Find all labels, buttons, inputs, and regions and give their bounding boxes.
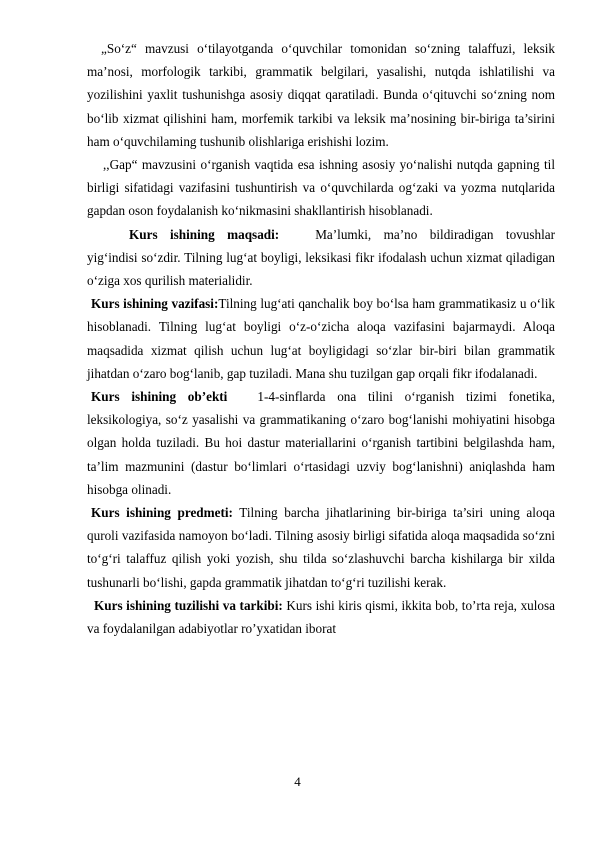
section-heading-subject: Kurs ishining predmeti: xyxy=(91,505,233,521)
paragraph-text: ,,Gap“ mavzusini o‘rganish vaqtida esa ishning asosiy yo‘nalishi nutqda gapning til birligi sifatidagi vazifasini tushuntirish va o‘quvchilarda og‘zaki va yozma nutqlarida gapdan oson foydalanish ko‘nikmasini shakllantirish hisoblanadi. xyxy=(87,157,555,219)
paragraph-subject xyxy=(87,501,555,594)
paragraph-text: Kurs ishi kiris qismi, ikkita bob, to’rta reja, xulosa va foydalanilgan adabiyotlar ro’yxatidan iborat xyxy=(87,597,556,637)
section-heading-purpose: Kurs ishining maqsadi: xyxy=(129,226,280,242)
document-page xyxy=(87,37,555,640)
paragraph-text: „So‘z“ mavzusi o‘tilayotganda o‘quvchilar tomonidan so‘zning talaffuzi, leksik ma’nosi, morfologik tarkibi, grammatik belgilari, yasalishi, nutqda ishlatilishi va yozilishini yaxlit tushunishga asosiy diqqat qaratiladi. Bunda o‘qituvchi so‘zning nom bo‘lib xizmat qilishini ham, morfemik tarkibi va leksik ma’nosining bir-biriga ta’sirini ham o‘quvchilaming tushunib olishlariga erishishi lozim. xyxy=(87,41,555,149)
paragraph-text: Ma’lumki, ma’no bildiradigan tovushlar yig‘indisi so‘zdir. Tilning lug‘at boyligi, leksikasi fikr ifodalash uchun xizmat qiladigan o‘ziga xos qurilish materialidir. xyxy=(87,226,555,289)
section-heading-task: Kurs ishining vazifasi: xyxy=(91,296,219,312)
paragraph-object xyxy=(87,385,555,501)
paragraph-text: Tilning lug‘ati qanchalik boy bo‘lsa ham grammatikasiz u o‘lik hisoblanadi. Tilning lug‘at boyligi o‘z-o‘zicha aloqa vazifasini bajarmaydi. Aloqa maqsadida xizmat qilish uchun lug‘at boyligidagi so‘zlar bir-biri bilan grammatik jihatdan o‘zaro bog‘lanib, gap tuziladi. Mana shu tuzilgan gap orqali fikr ifodalanadi. xyxy=(87,296,555,381)
paragraph-intro xyxy=(87,37,555,153)
page-number: 4 xyxy=(294,774,301,789)
section-heading-structure: Kurs ishining tuzilishi va tarkibi: xyxy=(94,597,283,613)
paragraph-text: 1-4-sinflarda ona tilini o‘rganish tizimi fonetika, leksikologiya, so‘z yasalishi va grammatikaning o‘zaro bog‘lanishi mohiyatini hisobga olgan holda tuziladi. Bu hoi dastur materiallarini o‘rganish tartibini belgilashda ham, ta’lim mazmunini (dastur bo‘limlari o‘rtasidagi uzviy bog‘lanishni) aniqlashda ham hisobga olinadi. xyxy=(87,389,555,497)
section-heading-object: Kurs ishining ob’ekti xyxy=(91,389,228,405)
paragraph-gap-topic xyxy=(87,153,555,223)
paragraph-structure xyxy=(87,594,555,640)
paragraph-task xyxy=(87,292,555,385)
paragraph-purpose xyxy=(87,223,555,293)
paragraph-text: Tilning barcha jihatlarining bir-biriga ta’siri uning aloqa quroli vazifasida namoyon bo‘ladi. Tilning asosiy birligi sifatida aloqa maqsadida so‘zni to‘g‘ri talaffuz qilish yoki yozish, shu tilda so‘zlashuvchi barcha kishilarga bir xilda tushunarli bo‘lishi, gapda grammatik jihatdan to‘g‘ri tuzilishi kerak. xyxy=(87,505,555,590)
